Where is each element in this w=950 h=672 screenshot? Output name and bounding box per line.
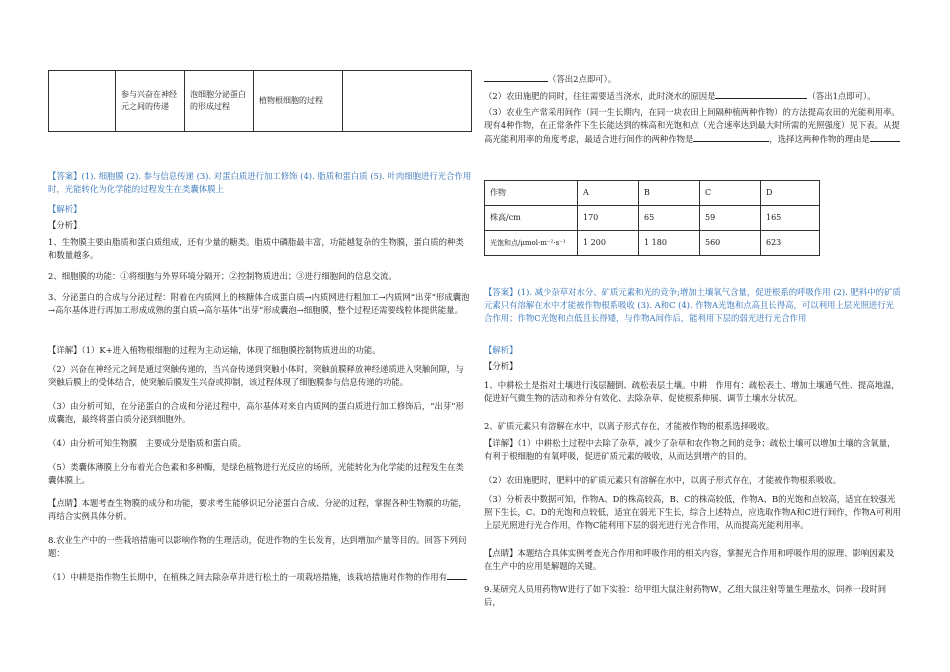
question-8-part-1	[48, 570, 472, 584]
table-header-cell: D	[761, 181, 820, 206]
comment-paragraph: 【点睛】本题结合具体实例考查光合作用和呼吸作用的相关内容，掌握光合作用和呼吸作用的原理、影响因素及在生产中的应用是解题的关键。	[484, 548, 895, 572]
explain-tag: 【解析】	[484, 345, 518, 355]
membrane-function-table	[48, 70, 472, 132]
detail-3: （3）由分析可知，在分泌蛋白的合成和分泌过程中，高尔基体对来自内质网的蛋白质进行加工修饰后，“出芽”形成囊泡，最终将蛋白质分泌到细胞外。	[48, 401, 464, 425]
analysis-tag: 【分析】	[48, 220, 82, 230]
table-cell: 1 180	[639, 231, 700, 256]
table-cell: 1 200	[578, 231, 639, 256]
detail-4: （4）由分析可知生物膜 主要成分是脂质和蛋白质。	[48, 438, 246, 448]
table-row	[485, 231, 820, 256]
explain-tag: 【解析】	[48, 204, 82, 214]
table-cell: 165	[761, 206, 820, 231]
answer-blank[interactable]	[447, 570, 467, 580]
table-header-cell: C	[700, 181, 761, 206]
table-cell	[49, 71, 116, 132]
blank-hint: （答出1点即可）。	[807, 91, 876, 101]
question-8-part-3-text-b: ，选择这两种作物的理由是	[769, 134, 870, 145]
answer-blank[interactable]	[693, 132, 769, 142]
analysis-point-3: 3、分泌蛋白的合成与分泌过程：附着在内质网上的核糖体合成蛋白质→内质网进行粗加工→内质网“出芽”形成囊泡→高尔基体进行再加工形成成熟的蛋白质→高尔基体“出芽”形成囊泡→细胞膜，整个过程还需要线粒体提供能量。	[48, 292, 470, 316]
table-cell: 65	[639, 206, 700, 231]
comment-paragraph: 【点睛】本题考查生物膜的成分和功能，要求考生能够识记分泌蛋白合成、分泌的过程，掌握各种生物膜的功能，再结合实例具体分析。	[48, 498, 467, 522]
row-label: 株高/cm	[485, 206, 578, 231]
table-header-cell: A	[578, 181, 639, 206]
table-row	[49, 71, 472, 132]
crop-data-table	[484, 180, 820, 256]
blank-hint: （答出2点即可）。	[548, 74, 617, 84]
analysis-point-1: 1、生物膜主要由脂质和蛋白质组成，还有少量的糖类。脂质中磷脂最丰富，功能越复杂的生物膜，蛋白质的种类和数量越多。	[48, 237, 464, 261]
answer-text: (1). 减少杂草对水分、矿质元素和光的竞争;增加土壤氧气含量，促进根系的呼吸作用 (2). 肥料中的矿质元素只有溶解在水中才能被作物根系吸收 (3). A和C (4). 作物A光饱和点高且长得高，可以利用上层光照进行光合作用；作物C光饱和点低且长得矮，与作物A间作后，能利用下层的弱光进行光合作用	[484, 287, 901, 324]
answer-text: (1). 细胞膜 (2). 参与信息传递 (3). 对蛋白质进行加工修饰 (4). 脂质和蛋白质 (5). 叶肉细胞进行光合作用时，光能转化为化学能的过程发生在类囊体膜上	[48, 171, 472, 195]
table-cell: 170	[578, 206, 639, 231]
detail-5: （5）类囊体薄膜上分布着光合色素和多种酶，是绿色植物进行光反应的场所，光能转化为化学能的过程发生在类囊体膜上。	[48, 462, 464, 486]
table-cell: 植物根细胞的过程	[254, 71, 343, 132]
answer-blank[interactable]	[870, 132, 900, 142]
analysis-point-2: 2、细胞膜的功能：①将细胞与外界环境分隔开；②控制物质进出；③进行细胞间的信息交流。	[48, 271, 397, 281]
analysis-point-2: 2、矿质元素只有溶解在水中，以离子形式存在，才能被作物的根系选择吸收。	[484, 421, 775, 431]
analysis-tag: 【分析】	[484, 361, 518, 371]
answer-tag: 【答案】	[48, 171, 82, 181]
table-cell: 560	[700, 231, 761, 256]
answer-tag: 【答案】	[484, 287, 518, 297]
table-cell: 泡细胞分泌蛋白的形成过程	[185, 71, 254, 132]
table-row	[485, 206, 820, 231]
row-label: 光饱和点/μmol·m⁻²·s⁻¹	[485, 231, 578, 256]
answer-paragraph	[484, 286, 902, 325]
detail-2: （2）兴奋在神经元之间是通过突触传递的，当兴奋传递到突触小体时，突触前膜释放神经递质进入突触间隙，与突触后膜上的受体结合，使突触后膜发生兴奋或抑制，该过程体现了细胞膜参与信息传递的功能。	[48, 364, 464, 388]
question-8-part-3-text: （3）农业生产常采用间作（同一生长期内，在同一块农田上间隔种植两种作物）的方法提高农田的光能利用率。现有4种作物，在正常条件下生长能达到的株高和光饱和点（光合速率达到最大时所需的光照强度）见下表。从提高光能利用率的角度考虑，最适合进行间作的两种作物是	[484, 107, 900, 145]
table-cell	[343, 71, 472, 132]
answer-blank[interactable]	[715, 89, 807, 99]
question-8-part-2	[484, 89, 902, 103]
question-8-part-1-text: （1）中耕是指作物生长期中，在植株之间去除杂草并进行松土的一项栽培措施，该栽培措施对作物的作用有	[48, 572, 447, 582]
detail-1: 【详解】（1）中耕松土过程中去除了杂草，减少了杂草和农作物之间的竞争；疏松土壤可以增加土壤的含氧量，有利于根细胞的有氧呼吸，促进矿质元素的吸收，从而达到增产的目的。	[484, 438, 896, 462]
table-cell: 59	[700, 206, 761, 231]
analysis-point-1: 1、中耕松土是指对土壤进行浅层翻倒、疏松表层土壤。中耕 作用有：疏松表土、增加土壤通气性、提高地温，促进好气微生物的活动和养分有效化、去除杂草、促使根系伸展、调节土壤水分状况。	[484, 380, 900, 404]
table-cell: 参与兴奋在神经元之间的传递	[116, 71, 185, 132]
question-9: 9.某研究人员用药物W进行了如下实验：给甲组大鼠注射药物W，乙组大鼠注射等量生理盐水，饲养一段时间后，	[484, 584, 887, 608]
detail-2: （2）农田施肥时，肥料中的矿质元素只有溶解在水中，以离子形式存在，才能被作物根系吸收。	[484, 475, 842, 485]
question-8: 8.农业生产中的一些栽培措施可以影响作物的生理活动，促进作物的生长发育，达到增加产量等目的。回答下列问题：	[48, 535, 467, 559]
table-row	[485, 181, 820, 206]
table-cell: 623	[761, 231, 820, 256]
table-header-cell: 作物	[485, 181, 578, 206]
answer-blank[interactable]	[484, 72, 548, 82]
answer-paragraph	[48, 170, 472, 196]
detail-1: 【详解】（1）K+进入植物根细胞的过程为主动运输，体现了细胞膜控制物质进出的功能。	[48, 345, 381, 355]
question-8-part-3	[484, 106, 902, 146]
detail-3: （3）分析表中数据可知，作物A、D的株高较高，B、C的株高较低，作物A、B的光饱和点较高，适宜在较强光照下生长，C、D的光饱和点较低，适宜在弱光下生长，综合上述特点，应选取作物A和C进行间作，作物A可利用上层光照进行光合作用，作物C能利用下层的弱光进行光合作用，从而提高光能利用率。	[484, 494, 901, 531]
question-8-part-1-tail	[484, 72, 902, 86]
question-8-part-2-text: （2）农田施肥的同时，往往需要适当浇水，此时浇水的原因是	[484, 91, 716, 101]
table-header-cell: B	[639, 181, 700, 206]
